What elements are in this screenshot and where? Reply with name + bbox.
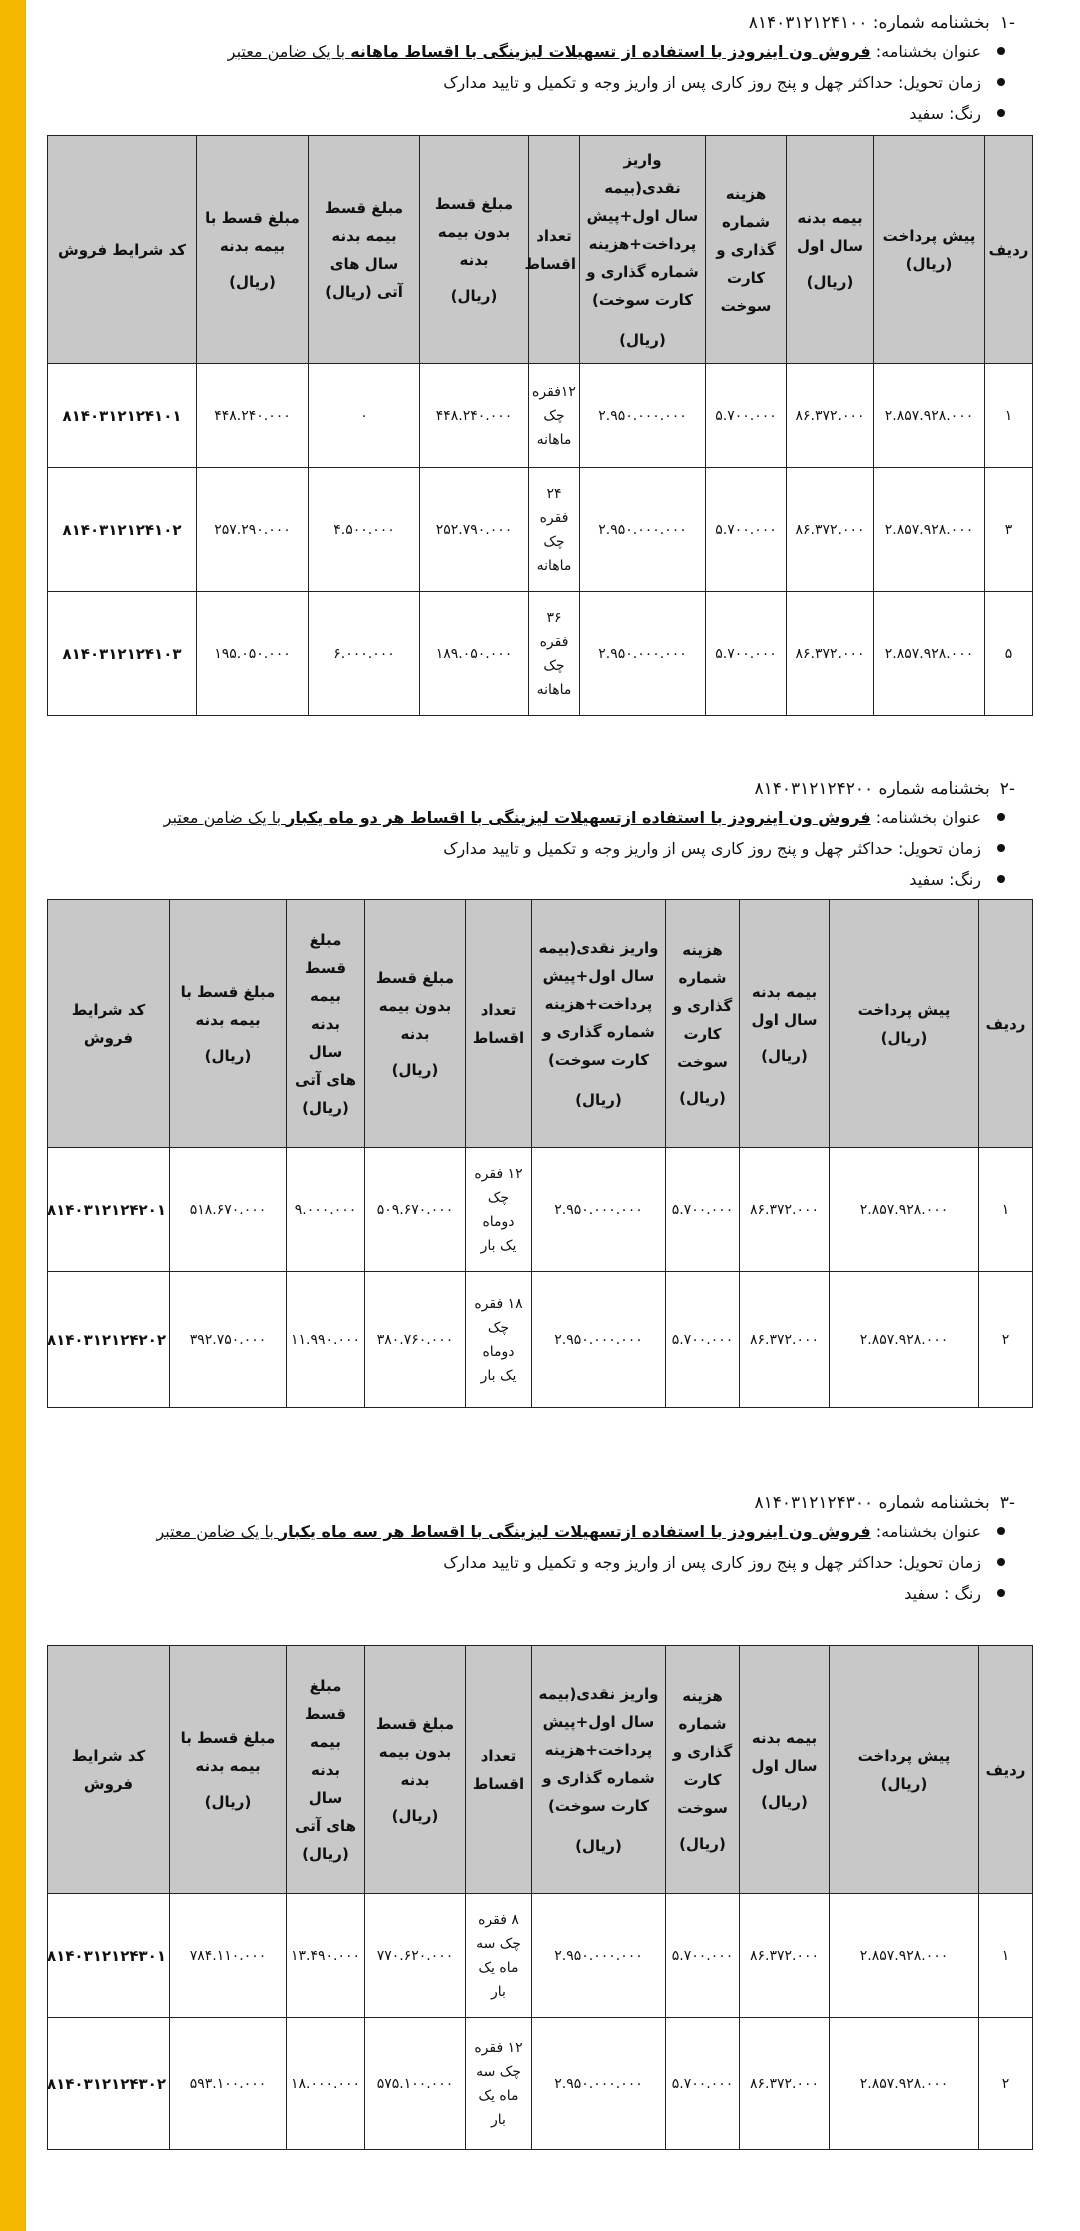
- cell-installment-no-insurance: ۵۷۵.۱۰۰.۰۰۰: [365, 2018, 466, 2150]
- col-installment-no-insurance-header: مبلغ قسط بدون بیمه بدنه (ریال): [420, 136, 529, 364]
- cell-row: ۵: [985, 592, 1033, 716]
- circular-details: [61, 802, 1033, 895]
- circular-number: بخشنامه شماره: ۸۱۴۰۳۱۲۱۲۴۱۰۰: [748, 13, 990, 33]
- cell-insurance: ۸۶.۳۷۲.۰۰۰: [740, 2018, 830, 2150]
- col-prepayment-header: پیش پرداخت (ریال): [830, 900, 979, 1148]
- cell-installment-count: ۱۸ فقره چک دوماه یک بار: [466, 1272, 532, 1408]
- table-row: [48, 1272, 1033, 1408]
- cell-insurance: ۸۶.۳۷۲.۰۰۰: [740, 1272, 830, 1408]
- col-insurance-header: بیمه بدنه سال اول (ریال): [740, 900, 830, 1148]
- cell-installment-with-insurance: ۵۹۳.۱۰۰.۰۰۰: [170, 2018, 287, 2150]
- col-row-header: ردیف: [979, 1646, 1033, 1894]
- col-row-header: ردیف: [979, 900, 1033, 1148]
- table-row: [48, 468, 1033, 592]
- cell-installment-no-insurance: ۷۷۰.۶۲۰.۰۰۰: [365, 1894, 466, 2018]
- col-future-insurance-header: مبلغ قسط بیمه بدنه سال های آتی (ریال): [287, 900, 365, 1148]
- section-number: -۳: [999, 1493, 1015, 1513]
- table-header-row: [48, 136, 1033, 364]
- cell-prepayment: ۲.۸۵۷.۹۲۸.۰۰۰: [830, 1272, 979, 1408]
- circular-title: عنوان بخشنامه: فروش ون اینرودز با استفاده ازتسهیلات لیزینگی با اقساط هر سه ماه یکبار با یک ضامن معتبر: [61, 1516, 981, 1547]
- cell-installment-with-insurance: ۳۹۲.۷۵۰.۰۰۰: [170, 1272, 287, 1408]
- cell-plate-cost: ۵.۷۰۰.۰۰۰: [666, 1894, 740, 2018]
- cell-future-insurance: ۱۸.۰۰۰.۰۰۰: [287, 2018, 365, 2150]
- section-number: -۱: [999, 13, 1015, 33]
- cell-future-insurance: ۶.۰۰۰.۰۰۰: [309, 592, 420, 716]
- table-row: [48, 364, 1033, 468]
- col-installment-with-insurance-header: مبلغ قسط با بیمه بدنه (ریال): [170, 900, 287, 1148]
- yellow-sidebar-bar: [0, 0, 26, 2231]
- col-cash-deposit-header: واریز نقدی(بیمه سال اول+پیش پرداخت+هزینه شماره گذاری و کارت سوخت) (ریال): [532, 1646, 666, 1894]
- cell-installment-with-insurance: ۷۸۴.۱۱۰.۰۰۰: [170, 1894, 287, 2018]
- col-cash-deposit-header: واریز نقدی(بیمه سال اول+پیش پرداخت+هزینه شماره گذاری و کارت سوخت) (ریال): [532, 900, 666, 1148]
- circular-section-3: [48, 1490, 1033, 2150]
- circular-heading: [48, 1490, 1033, 1516]
- delivery-time: زمان تحویل: حداکثر چهل و پنج روز کاری پس از واریز وجه و تکمیل و تایید مدارک: [61, 833, 981, 864]
- circular-number: بخشنامه شماره ۸۱۴۰۳۱۲۱۲۴۲۰۰: [754, 779, 990, 799]
- cell-plate-cost: ۵.۷۰۰.۰۰۰: [666, 2018, 740, 2150]
- cell-cash-deposit: ۲.۹۵۰.۰۰۰.۰۰۰: [580, 364, 706, 468]
- col-installment-count-header: تعداد اقساط: [529, 136, 580, 364]
- col-prepayment-header: پیش پرداخت (ریال): [830, 1646, 979, 1894]
- cell-cash-deposit: ۲.۹۵۰.۰۰۰.۰۰۰: [580, 468, 706, 592]
- cell-cash-deposit: ۲.۹۵۰.۰۰۰.۰۰۰: [580, 592, 706, 716]
- cell-installment-no-insurance: ۴۴۸.۲۴۰.۰۰۰: [420, 364, 529, 468]
- cell-sales-code: ۸۱۴۰۳۱۲۱۲۴۳۰۱: [48, 1894, 170, 2018]
- cell-prepayment: ۲.۸۵۷.۹۲۸.۰۰۰: [830, 2018, 979, 2150]
- cell-sales-code: ۸۱۴۰۳۱۲۱۲۴۳۰۲: [48, 2018, 170, 2150]
- cell-installment-count: ۸ فقره چک سه ماه یک بار: [466, 1894, 532, 2018]
- cell-future-insurance: ۹.۰۰۰.۰۰۰: [287, 1148, 365, 1272]
- sales-conditions-table: [47, 899, 1033, 1408]
- cell-insurance: ۸۶.۳۷۲.۰۰۰: [740, 1894, 830, 2018]
- cell-row: ۲: [979, 1272, 1033, 1408]
- cell-future-insurance: ۴.۵۰۰.۰۰۰: [309, 468, 420, 592]
- cell-installment-with-insurance: ۱۹۵.۰۵۰.۰۰۰: [197, 592, 309, 716]
- delivery-time: زمان تحویل: حداکثر چهل و پنج روز کاری پس از واریز وجه و تکمیل و تایید مدارک: [61, 1547, 981, 1578]
- cell-installment-count: ۲۴ فقره چک ماهانه: [529, 468, 580, 592]
- circular-details: [61, 1516, 1033, 1609]
- cell-cash-deposit: ۲.۹۵۰.۰۰۰.۰۰۰: [532, 1272, 666, 1408]
- circular-section-1: [48, 10, 1033, 716]
- cell-row: ۱: [979, 1894, 1033, 2018]
- cell-plate-cost: ۵.۷۰۰.۰۰۰: [666, 1272, 740, 1408]
- cell-sales-code: ۸۱۴۰۳۱۲۱۲۴۱۰۳: [48, 592, 197, 716]
- cell-sales-code: ۸۱۴۰۳۱۲۱۲۴۲۰۲: [48, 1272, 170, 1408]
- cell-prepayment: ۲.۸۵۷.۹۲۸.۰۰۰: [874, 468, 985, 592]
- col-installment-count-header: تعداد اقساط: [466, 900, 532, 1148]
- cell-prepayment: ۲.۸۵۷.۹۲۸.۰۰۰: [874, 364, 985, 468]
- cell-installment-count: ۱۲ فقره چک سه ماه یک بار: [466, 2018, 532, 2150]
- circular-section-2: [48, 776, 1033, 1408]
- vehicle-color: رنگ: سفید: [61, 864, 981, 895]
- cell-sales-code: ۸۱۴۰۳۱۲۱۲۴۱۰۱: [48, 364, 197, 468]
- cell-installment-with-insurance: ۲۵۷.۲۹۰.۰۰۰: [197, 468, 309, 592]
- cell-row: ۳: [985, 468, 1033, 592]
- col-future-insurance-header: مبلغ قسط بیمه بدنه سال های آتی (ریال): [287, 1646, 365, 1894]
- section-number: -۲: [999, 779, 1015, 799]
- table-row: [48, 2018, 1033, 2150]
- cell-plate-cost: ۵.۷۰۰.۰۰۰: [706, 364, 787, 468]
- cell-installment-with-insurance: ۴۴۸.۲۴۰.۰۰۰: [197, 364, 309, 468]
- sales-conditions-table: [47, 1645, 1033, 2150]
- cell-prepayment: ۲.۸۵۷.۹۲۸.۰۰۰: [874, 592, 985, 716]
- col-insurance-header: بیمه بدنه سال اول (ریال): [787, 136, 874, 364]
- col-plate-cost-header: هزینه شماره گذاری و کارت سوخت (ریال): [666, 1646, 740, 1894]
- circular-details: [48, 36, 1033, 129]
- circular-title: عنوان بخشنامه: فروش ون اینرودز با استفاده از تسهیلات لیزینگی با اقساط ماهانه با یک ضامن معتبر: [48, 36, 981, 67]
- cell-installment-no-insurance: ۱۸۹.۰۵۰.۰۰۰: [420, 592, 529, 716]
- col-cash-deposit-header: واریز نقدی(بیمه سال اول+پیش پرداخت+هزینه شماره گذاری و کارت سوخت) (ریال): [580, 136, 706, 364]
- cell-cash-deposit: ۲.۹۵۰.۰۰۰.۰۰۰: [532, 2018, 666, 2150]
- cell-cash-deposit: ۲.۹۵۰.۰۰۰.۰۰۰: [532, 1148, 666, 1272]
- cell-sales-code: ۸۱۴۰۳۱۲۱۲۴۲۰۱: [48, 1148, 170, 1272]
- cell-installment-count: ۱۲فقره چک ماهانه: [529, 364, 580, 468]
- cell-sales-code: ۸۱۴۰۳۱۲۱۲۴۱۰۲: [48, 468, 197, 592]
- cell-insurance: ۸۶.۳۷۲.۰۰۰: [787, 364, 874, 468]
- cell-future-insurance: ۰: [309, 364, 420, 468]
- col-insurance-header: بیمه بدنه سال اول (ریال): [740, 1646, 830, 1894]
- table-row: [48, 592, 1033, 716]
- cell-installment-no-insurance: ۵۰۹.۶۷۰.۰۰۰: [365, 1148, 466, 1272]
- cell-insurance: ۸۶.۳۷۲.۰۰۰: [740, 1148, 830, 1272]
- col-installment-no-insurance-header: مبلغ قسط بدون بیمه بدنه (ریال): [365, 1646, 466, 1894]
- circular-heading: [48, 10, 1033, 36]
- cell-insurance: ۸۶.۳۷۲.۰۰۰: [787, 468, 874, 592]
- col-installment-no-insurance-header: مبلغ قسط بدون بیمه بدنه (ریال): [365, 900, 466, 1148]
- vehicle-color: رنگ : سفید: [61, 1578, 981, 1609]
- table-header-row: [48, 1646, 1033, 1894]
- cell-installment-no-insurance: ۲۵۲.۷۹۰.۰۰۰: [420, 468, 529, 592]
- cell-cash-deposit: ۲.۹۵۰.۰۰۰.۰۰۰: [532, 1894, 666, 2018]
- cell-plate-cost: ۵.۷۰۰.۰۰۰: [666, 1148, 740, 1272]
- table-header-row: [48, 900, 1033, 1148]
- delivery-time: زمان تحویل: حداکثر چهل و پنج روز کاری پس از واریز وجه و تکمیل و تایید مدارک: [48, 67, 981, 98]
- circular-title-bold: فروش ون اینرودز با استفاده ازتسهیلات لیزینگی با اقساط هر سه ماه یکبار: [278, 1522, 871, 1541]
- cell-row: ۱: [985, 364, 1033, 468]
- cell-prepayment: ۲.۸۵۷.۹۲۸.۰۰۰: [830, 1148, 979, 1272]
- cell-installment-no-insurance: ۳۸۰.۷۶۰.۰۰۰: [365, 1272, 466, 1408]
- cell-prepayment: ۲.۸۵۷.۹۲۸.۰۰۰: [830, 1894, 979, 2018]
- cell-plate-cost: ۵.۷۰۰.۰۰۰: [706, 592, 787, 716]
- col-installment-count-header: تعداد اقساط: [466, 1646, 532, 1894]
- cell-installment-with-insurance: ۵۱۸.۶۷۰.۰۰۰: [170, 1148, 287, 1272]
- col-plate-cost-header: هزینه شماره گذاری و کارت سوخت: [706, 136, 787, 364]
- col-installment-with-insurance-header: مبلغ قسط با بیمه بدنه (ریال): [170, 1646, 287, 1894]
- table-row: [48, 1894, 1033, 2018]
- circular-heading: [48, 776, 1033, 802]
- cell-row: ۱: [979, 1148, 1033, 1272]
- col-prepayment-header: پیش پرداخت (ریال): [874, 136, 985, 364]
- cell-installment-count: ۳۶ فقره چک ماهانه: [529, 592, 580, 716]
- table-row: [48, 1148, 1033, 1272]
- cell-insurance: ۸۶.۳۷۲.۰۰۰: [787, 592, 874, 716]
- col-installment-with-insurance-header: مبلغ قسط با بیمه بدنه (ریال): [197, 136, 309, 364]
- cell-plate-cost: ۵.۷۰۰.۰۰۰: [706, 468, 787, 592]
- col-future-insurance-header: مبلغ قسط بیمه بدنه سال های آتی (ریال): [309, 136, 420, 364]
- sales-conditions-table: [47, 135, 1033, 716]
- col-row-header: ردیف: [985, 136, 1033, 364]
- col-sales-code-header: کد شرایط فروش: [48, 900, 170, 1148]
- col-sales-code-header: کد شرایط فروش: [48, 1646, 170, 1894]
- col-sales-code-header: کد شرایط فروش: [48, 136, 197, 364]
- cell-installment-count: ۱۲ فقره چک دوماه یک بار: [466, 1148, 532, 1272]
- circular-title-bold: فروش ون اینرودز با استفاده از تسهیلات لیزینگی با اقساط ماهانه: [350, 42, 871, 61]
- col-plate-cost-header: هزینه شماره گذاری و کارت سوخت (ریال): [666, 900, 740, 1148]
- circular-title: عنوان بخشنامه: فروش ون اینرودز با استفاده ازتسهیلات لیزینگی با اقساط هر دو ماه یکبار با یک ضامن معتبر: [61, 802, 981, 833]
- cell-future-insurance: ۱۱.۹۹۰.۰۰۰: [287, 1272, 365, 1408]
- cell-row: ۲: [979, 2018, 1033, 2150]
- circular-number: بخشنامه شماره ۸۱۴۰۳۱۲۱۲۴۳۰۰: [754, 1493, 990, 1513]
- circular-title-bold: فروش ون اینرودز با استفاده ازتسهیلات لیزینگی با اقساط هر دو ماه یکبار: [286, 808, 871, 827]
- cell-future-insurance: ۱۳.۴۹۰.۰۰۰: [287, 1894, 365, 2018]
- vehicle-color: رنگ: سفید: [48, 98, 981, 129]
